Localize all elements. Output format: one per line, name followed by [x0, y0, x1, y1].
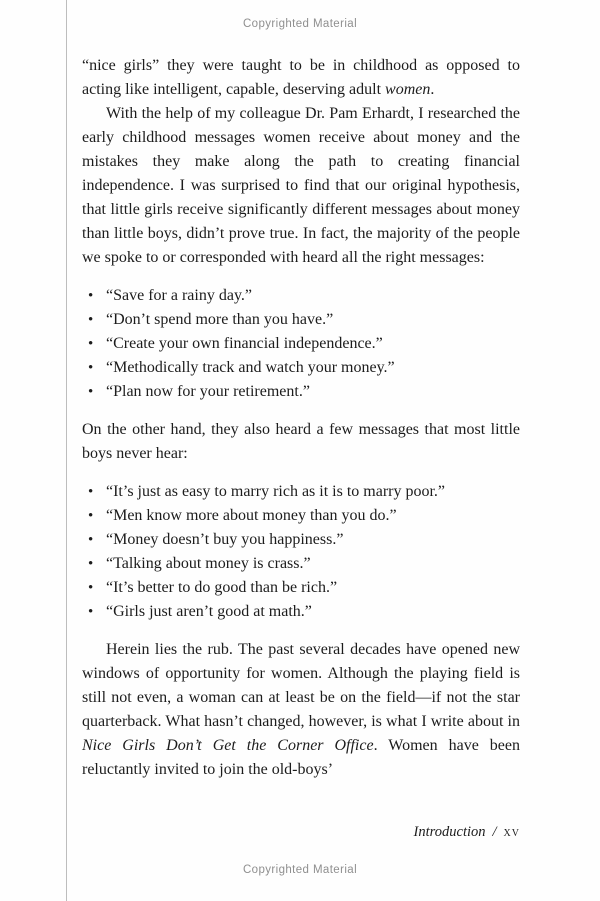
bullet-list [82, 480, 520, 624]
text-run: . [430, 81, 435, 98]
bullet-list [82, 284, 520, 404]
list-item: • “Talking about money is crass.” [88, 552, 520, 576]
list-item: • “Create your own financial independence.” [88, 332, 520, 356]
footer-separator: / [492, 824, 497, 840]
list-item: • “Methodically track and watch your money.” [88, 356, 520, 380]
paragraph [82, 418, 520, 466]
text-run: On the other hand, they also heard a few messages that most little boys never hear: [82, 421, 520, 462]
italic-text-run: Nice Girls Don’t Get the Corner Office [82, 737, 374, 754]
list-item: • “Don’t spend more than you have.” [88, 308, 520, 332]
footer-page-number: xv [503, 825, 520, 840]
list-item: • “Girls just aren’t good at math.” [88, 600, 520, 624]
footer-section-label: Introduction [413, 824, 486, 840]
text-run: Herein lies the rub. The past several decades have opened new windows of opportunity for women. Although the playing field is still not even, a woman can at least be on the field—if not the star quarterback. What hasn’t changed, however, is what I write about in [82, 641, 520, 730]
page-edge-line [66, 0, 67, 901]
paragraph [82, 102, 520, 270]
list-item: • “Men know more about money than you do.” [88, 504, 520, 528]
text-run: . Women have been reluctantly invited to join the old-boys’ [82, 737, 521, 778]
paragraph [82, 54, 520, 102]
italic-text-run: women [385, 81, 431, 98]
list-item: • “It’s better to do good than be rich.” [88, 576, 520, 600]
list-item: • “It’s just as easy to marry rich as it is to marry poor.” [88, 480, 520, 504]
body-text [82, 54, 520, 782]
page-footer [414, 824, 520, 841]
list-item: • “Save for a rainy day.” [88, 284, 520, 308]
paragraph [82, 638, 520, 782]
copyright-notice-bottom: Copyrighted Material [242, 864, 358, 876]
text-run: “nice girls” they were taught to be in childhood as opposed to acting like intelligent, capable, deserving adult [82, 57, 520, 98]
list-item: • “Money doesn’t buy you happiness.” [88, 528, 520, 552]
copyright-notice-top: Copyrighted Material [242, 18, 358, 30]
text-run: With the help of my colleague Dr. Pam Erhardt, I researched the early childhood messages women receive about money and the mistakes they make along the path to creating financial independence. I was surprised to find that our original hypothesis, that little girls receive significantly different messages about money than little boys, didn’t prove true. In fact, the majority of the people we spoke to or corresponded with heard all the right messages: [82, 105, 520, 266]
list-item: • “Plan now for your retirement.” [88, 380, 520, 404]
